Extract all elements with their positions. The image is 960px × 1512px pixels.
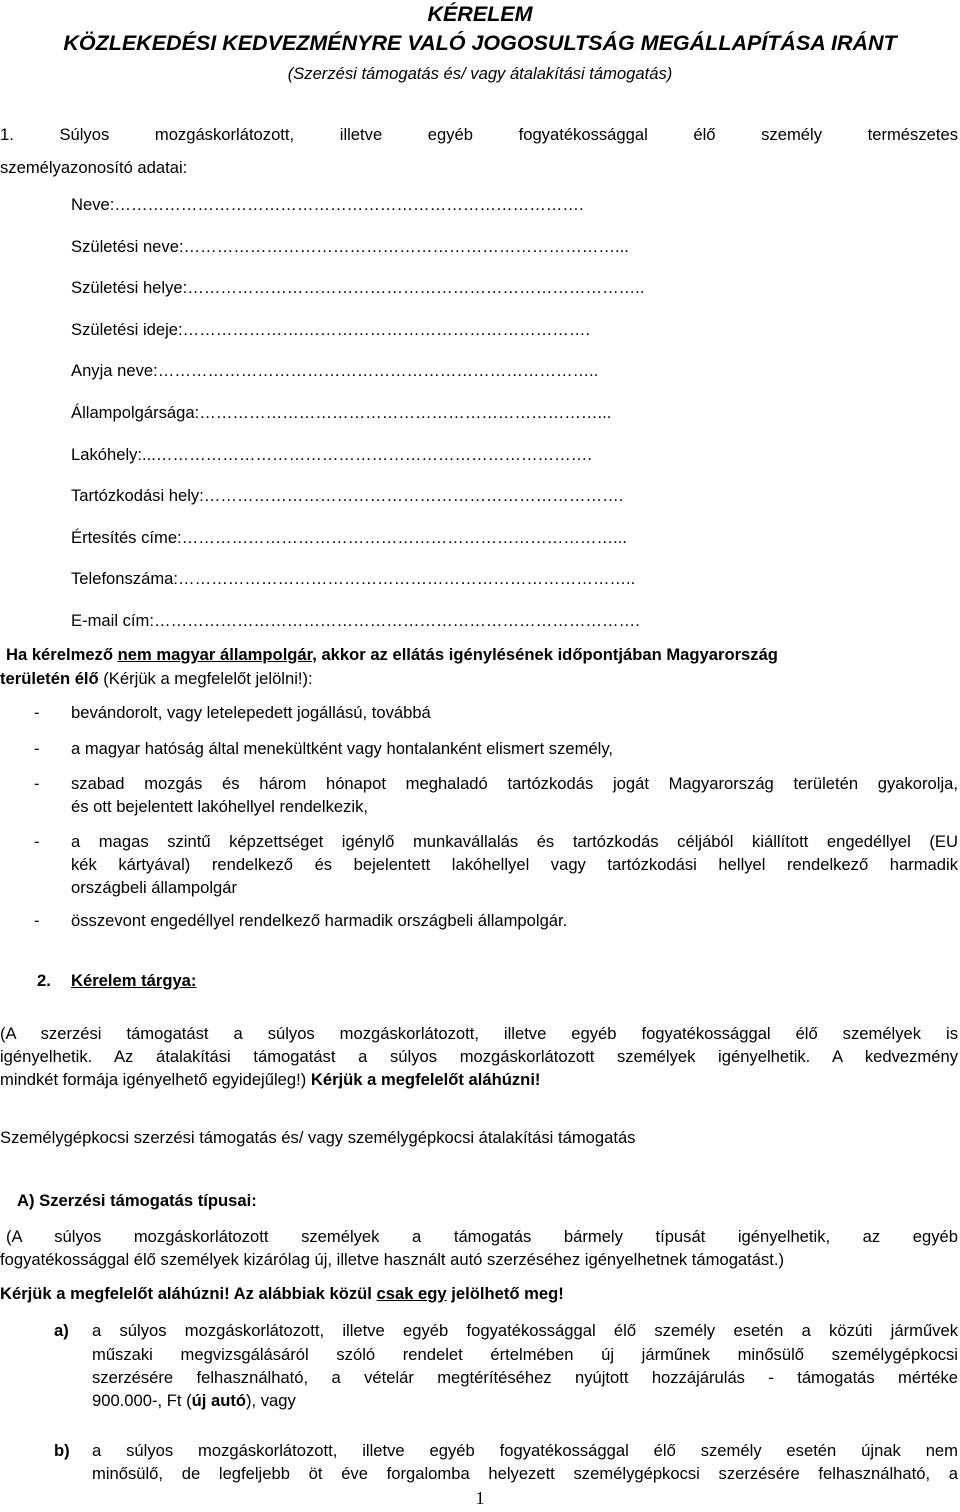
item-a-bold: új autó <box>191 1391 247 1410</box>
section1-heading-line1: 1. Súlyos mozgáskorlátozott, illetve egyéb fogyatékossággal élő személy természetes <box>0 125 958 144</box>
note-bold: területén élő <box>0 669 99 688</box>
residency-option-item[interactable] <box>71 739 613 759</box>
bullet-dash: - <box>34 911 40 930</box>
residency-option-item[interactable] <box>71 797 368 817</box>
residency-option-text: szabad mozgás és három hónapot meghaladó tartózkodás jogát Magyarország területén gyakorolja, <box>71 774 958 793</box>
item-b-line2[interactable] <box>92 1464 958 1484</box>
section2-para-line3 <box>0 1070 540 1090</box>
field-fill-line[interactable]: …………………………………………………………………. <box>203 486 624 505</box>
support-options-line[interactable]: Személygépkocsi szerzési támogatás és/ vagy személygépkocsi átalakítási támogatás <box>0 1128 636 1147</box>
item-a-line2[interactable] <box>92 1345 958 1365</box>
field-row[interactable] <box>71 486 951 506</box>
field-fill-line[interactable]: ……………………………………………………………………... <box>181 528 627 547</box>
item-b-text: minősülő, de legfeljebb öt éve forgalomba helyezett személygépkocsi szerzésére felhasználható, a <box>92 1464 958 1483</box>
form-subtitle: (Szerzési támogatás és/ vagy átalakítási támogatás) <box>287 64 673 83</box>
residency-option-text: a magyar hatóság által menekültként vagy hontalanként elismert személy, <box>71 739 614 758</box>
instruction-underlined: csak egy <box>376 1284 447 1303</box>
item-a-text: műszaki megvizsgálásáról szóló rendelet értelmében új járműnek minősülő személygépkocsi <box>92 1345 958 1364</box>
residency-option-text: összevont engedéllyel rendelkező harmadik országbeli állampolgár. <box>71 911 568 930</box>
field-fill-line[interactable]: ...……………………………………………………………………. <box>142 445 592 464</box>
item-a-text: 900.000-, Ft ( <box>92 1391 192 1410</box>
field-label: Telefonszáma: <box>71 569 178 588</box>
field-row[interactable] <box>71 361 951 381</box>
bullet-dash: - <box>34 739 40 758</box>
field-row[interactable] <box>71 403 951 423</box>
instruction-text-cont: jelölhető meg! <box>446 1284 564 1303</box>
field-row[interactable] <box>71 569 951 589</box>
field-label: Neve: <box>71 195 115 214</box>
field-fill-line[interactable]: ……………………………………………………………………………. <box>153 611 640 630</box>
field-label: Születési neve: <box>71 237 184 256</box>
section1-heading-line2: személyazonosító adatai: <box>0 158 188 177</box>
field-fill-line[interactable]: ……………………………………………………………………….. <box>178 569 636 588</box>
section2-para-line2 <box>0 1047 958 1067</box>
field-row[interactable] <box>71 445 951 465</box>
residency-option-text: a magas szintű képzettséget igénylő munkavállalás és tartózkodás céljából kiállított engedéllyel (EU <box>71 832 958 851</box>
residency-option-text: bevándorolt, vagy letelepedett jogállású, továbbá <box>71 703 431 722</box>
underline-instruction: Kérjük a megfelelőt aláhúzni! <box>310 1070 541 1089</box>
field-row[interactable] <box>71 320 951 340</box>
form-title: KÉRELEM <box>427 2 533 26</box>
field-fill-line[interactable]: ………………….……………………………………………. <box>182 320 591 339</box>
field-label: Állampolgársága: <box>71 403 200 422</box>
field-fill-line[interactable]: ………………………………………………………………... <box>199 403 612 422</box>
field-label: Születési ideje: <box>71 320 183 339</box>
item-a-text: ), vagy <box>246 1391 296 1410</box>
select-one-instruction <box>0 1284 564 1304</box>
section1-heading <box>0 125 958 145</box>
field-label: Lakóhely: <box>71 445 143 464</box>
item-a-text: a súlyos mozgáskorlátozott, illetve egyéb fogyatékossággal élő személy esetén a közúti járművek <box>92 1321 958 1340</box>
item-a-text: szerzésére felhasználható, a vételár megtérítéséhez nyújtott hozzájárulás - támogatás mértéke <box>92 1368 958 1387</box>
section2-para-line1 <box>0 1024 958 1044</box>
non-citizen-note-line2 <box>0 669 313 689</box>
residency-option-item[interactable] <box>71 911 567 931</box>
field-fill-line[interactable]: …………………………………………………………………….. <box>157 361 599 380</box>
field-row[interactable] <box>71 611 951 631</box>
para-text: igényelhetik. Az átalakítási támogatást a súlyos mozgáskorlátozott személyek igényelhetik. A kedvezmény <box>0 1047 958 1066</box>
section2-heading: Kérelem tárgya: <box>71 971 197 990</box>
residency-option-text: és ott bejelentett lakóhellyel rendelkezik, <box>71 797 369 816</box>
field-label: Születési helye: <box>71 278 188 297</box>
subsection-a-heading: A) Szerzési támogatás típusai: <box>17 1191 257 1210</box>
field-row[interactable] <box>71 278 951 298</box>
field-label: E-mail cím: <box>71 611 154 630</box>
item-a-label: a) <box>54 1321 69 1340</box>
residency-option-item[interactable] <box>71 855 958 875</box>
field-row[interactable] <box>71 195 951 215</box>
field-label: Anyja neve: <box>71 361 158 380</box>
item-a-line4[interactable] <box>92 1391 296 1411</box>
residency-option-item[interactable] <box>71 774 958 794</box>
item-b-line1[interactable] <box>92 1441 958 1461</box>
field-fill-line[interactable]: ……………………………………………………………………….. <box>187 278 645 297</box>
field-fill-line[interactable]: …………………………………………………………………………. <box>114 195 584 214</box>
non-citizen-note <box>6 645 956 665</box>
para-text: mindkét formája igényelhető egyidejűleg!) <box>0 1070 311 1089</box>
residency-option-item[interactable] <box>71 703 431 723</box>
subsection-a-para-line2: fogyatékossággal élő személyek kizárólag új, illetve használt autó szerzéséhez igényelhetnek támogatást.) <box>0 1250 785 1269</box>
para-text: (A szerzési támogatást a súlyos mozgáskorlátozott, illetve egyéb fogyatékossággal élő személyek is <box>0 1024 958 1043</box>
residency-option-item[interactable] <box>71 878 237 898</box>
form-title-subject: KÖZLEKEDÉSI KEDVEZMÉNYRE VALÓ JOGOSULTSÁG MEGÁLLAPÍTÁSA IRÁNT <box>63 31 897 55</box>
item-a-line3[interactable] <box>92 1368 958 1388</box>
bullet-dash: - <box>34 703 40 722</box>
field-fill-line[interactable]: ……………………………………………………………………... <box>183 237 629 256</box>
item-b-text: a súlyos mozgáskorlátozott, illetve egyéb fogyatékossággal élő személy esetén újnak nem <box>92 1441 958 1460</box>
field-row[interactable] <box>71 237 951 257</box>
subsection-a-para-line1 <box>6 1227 958 1247</box>
para-text: (A súlyos mozgáskorlátozott személyek a támogatás bármely típusát igényelhetik, az egyéb <box>6 1227 958 1246</box>
instruction-text: Kérjük a megfelelőt aláhúzni! Az alábbiak közül <box>0 1284 377 1303</box>
residency-option-text: kék kártyával) rendelkező és bejelentett lakóhellyel vagy tartózkodási hellyel rendelkező harmadik <box>71 855 958 874</box>
note-underlined: nem magyar állampolgár <box>117 645 313 664</box>
field-row[interactable] <box>71 528 951 548</box>
note-text-cont: , akkor az ellátás igénylésének időpontjában Magyarország <box>312 645 778 664</box>
field-label: Tartózkodási hely: <box>71 486 204 505</box>
residency-option-text: országbeli állampolgár <box>71 878 238 897</box>
item-a-line1[interactable] <box>92 1321 958 1341</box>
item-b-label: b) <box>54 1441 70 1460</box>
note-text: Ha kérelmező <box>6 645 118 664</box>
field-label: Értesítés címe: <box>71 528 182 547</box>
note-instruction: (Kérjük a megfelelőt jelölni!): <box>98 669 313 688</box>
page-number: 1 <box>475 1488 485 1508</box>
section2-number: 2. <box>37 971 51 990</box>
bullet-dash: - <box>34 774 40 793</box>
bullet-dash: - <box>34 832 40 851</box>
residency-option-item[interactable] <box>71 832 958 852</box>
